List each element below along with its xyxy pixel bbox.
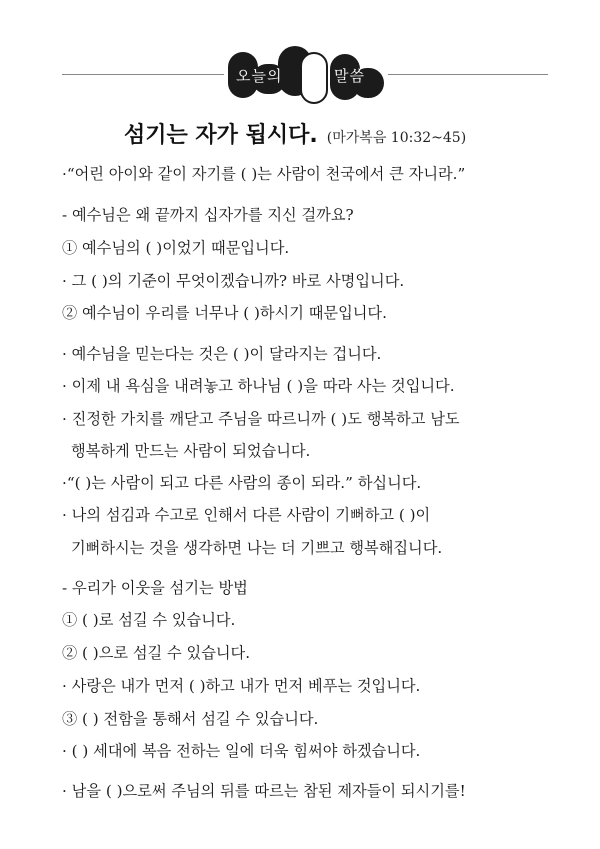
header-rule-right bbox=[388, 74, 548, 75]
bullet-line: · 진정한 가치를 깨닫고 주님을 따르니까 ( )도 행복하고 남도 bbox=[62, 410, 460, 428]
scripture-reference: (마가복음 10:32~45) bbox=[326, 130, 467, 146]
numbered-point: ② 예수님이 우리를 너무나 ( )하시기 때문입니다. bbox=[62, 304, 387, 322]
closing-line: · 남을 ( )으로써 주님의 뒤를 따르는 참된 제자들이 되시기를! bbox=[62, 782, 466, 800]
banner-label-left: 오늘의 bbox=[236, 67, 283, 85]
bullet-line: · 이제 내 욕심을 내려놓고 하나님 ( )을 따라 사는 것입니다. bbox=[62, 377, 455, 395]
bullet-line: · 사랑은 내가 먼저 ( )하고 내가 먼저 베푸는 것입니다. bbox=[62, 677, 421, 695]
numbered-point: ③ ( ) 전함을 통해서 섬길 수 있습니다. bbox=[62, 710, 319, 728]
numbered-point: ② ( )으로 섬길 수 있습니다. bbox=[62, 644, 251, 662]
bullet-line: · 그 ( )의 기준이 무엇이겠습니까? 바로 사명입니다. bbox=[62, 272, 405, 290]
sermon-title-row bbox=[124, 118, 466, 149]
section-heading: - 우리가 이웃을 섬기는 방법 bbox=[62, 579, 248, 597]
bullet-line-continuation: 행복하게 만드는 사람이 되었습니다. bbox=[71, 442, 311, 460]
bullet-line-continuation: 기뻐하시는 것을 생각하면 나는 더 기쁘고 행복해집니다. bbox=[71, 539, 443, 557]
quote-line: ·“어린 아이와 같이 자기를 ( )는 사람이 천국에서 큰 자니라.” bbox=[62, 165, 466, 183]
header-banner bbox=[0, 40, 600, 108]
header-rule-left bbox=[62, 74, 224, 75]
banner-pill bbox=[300, 52, 328, 104]
banner-label-right: 말씀 bbox=[334, 67, 365, 85]
section-heading: - 예수님은 왜 끝까지 십자가를 지신 걸까요? bbox=[62, 206, 354, 224]
bullet-line: · 예수님을 믿는다는 것은 ( )이 달라지는 겁니다. bbox=[62, 345, 382, 363]
numbered-point: ① 예수님의 ( )이었기 때문입니다. bbox=[62, 239, 290, 257]
sermon-title: 섬기는 자가 됩시다. bbox=[124, 123, 318, 148]
bullet-line: · 나의 섬김과 수고로 인해서 다른 사람이 기뻐하고 ( )이 bbox=[62, 506, 431, 524]
bullet-line: · ( ) 세대에 복음 전하는 일에 더욱 힘써야 하겠습니다. bbox=[62, 742, 421, 760]
numbered-point: ① ( )로 섬길 수 있습니다. bbox=[62, 611, 236, 629]
quote-line: ·“( )는 사람이 되고 다른 사람의 종이 되라.” 하십니다. bbox=[62, 474, 422, 492]
